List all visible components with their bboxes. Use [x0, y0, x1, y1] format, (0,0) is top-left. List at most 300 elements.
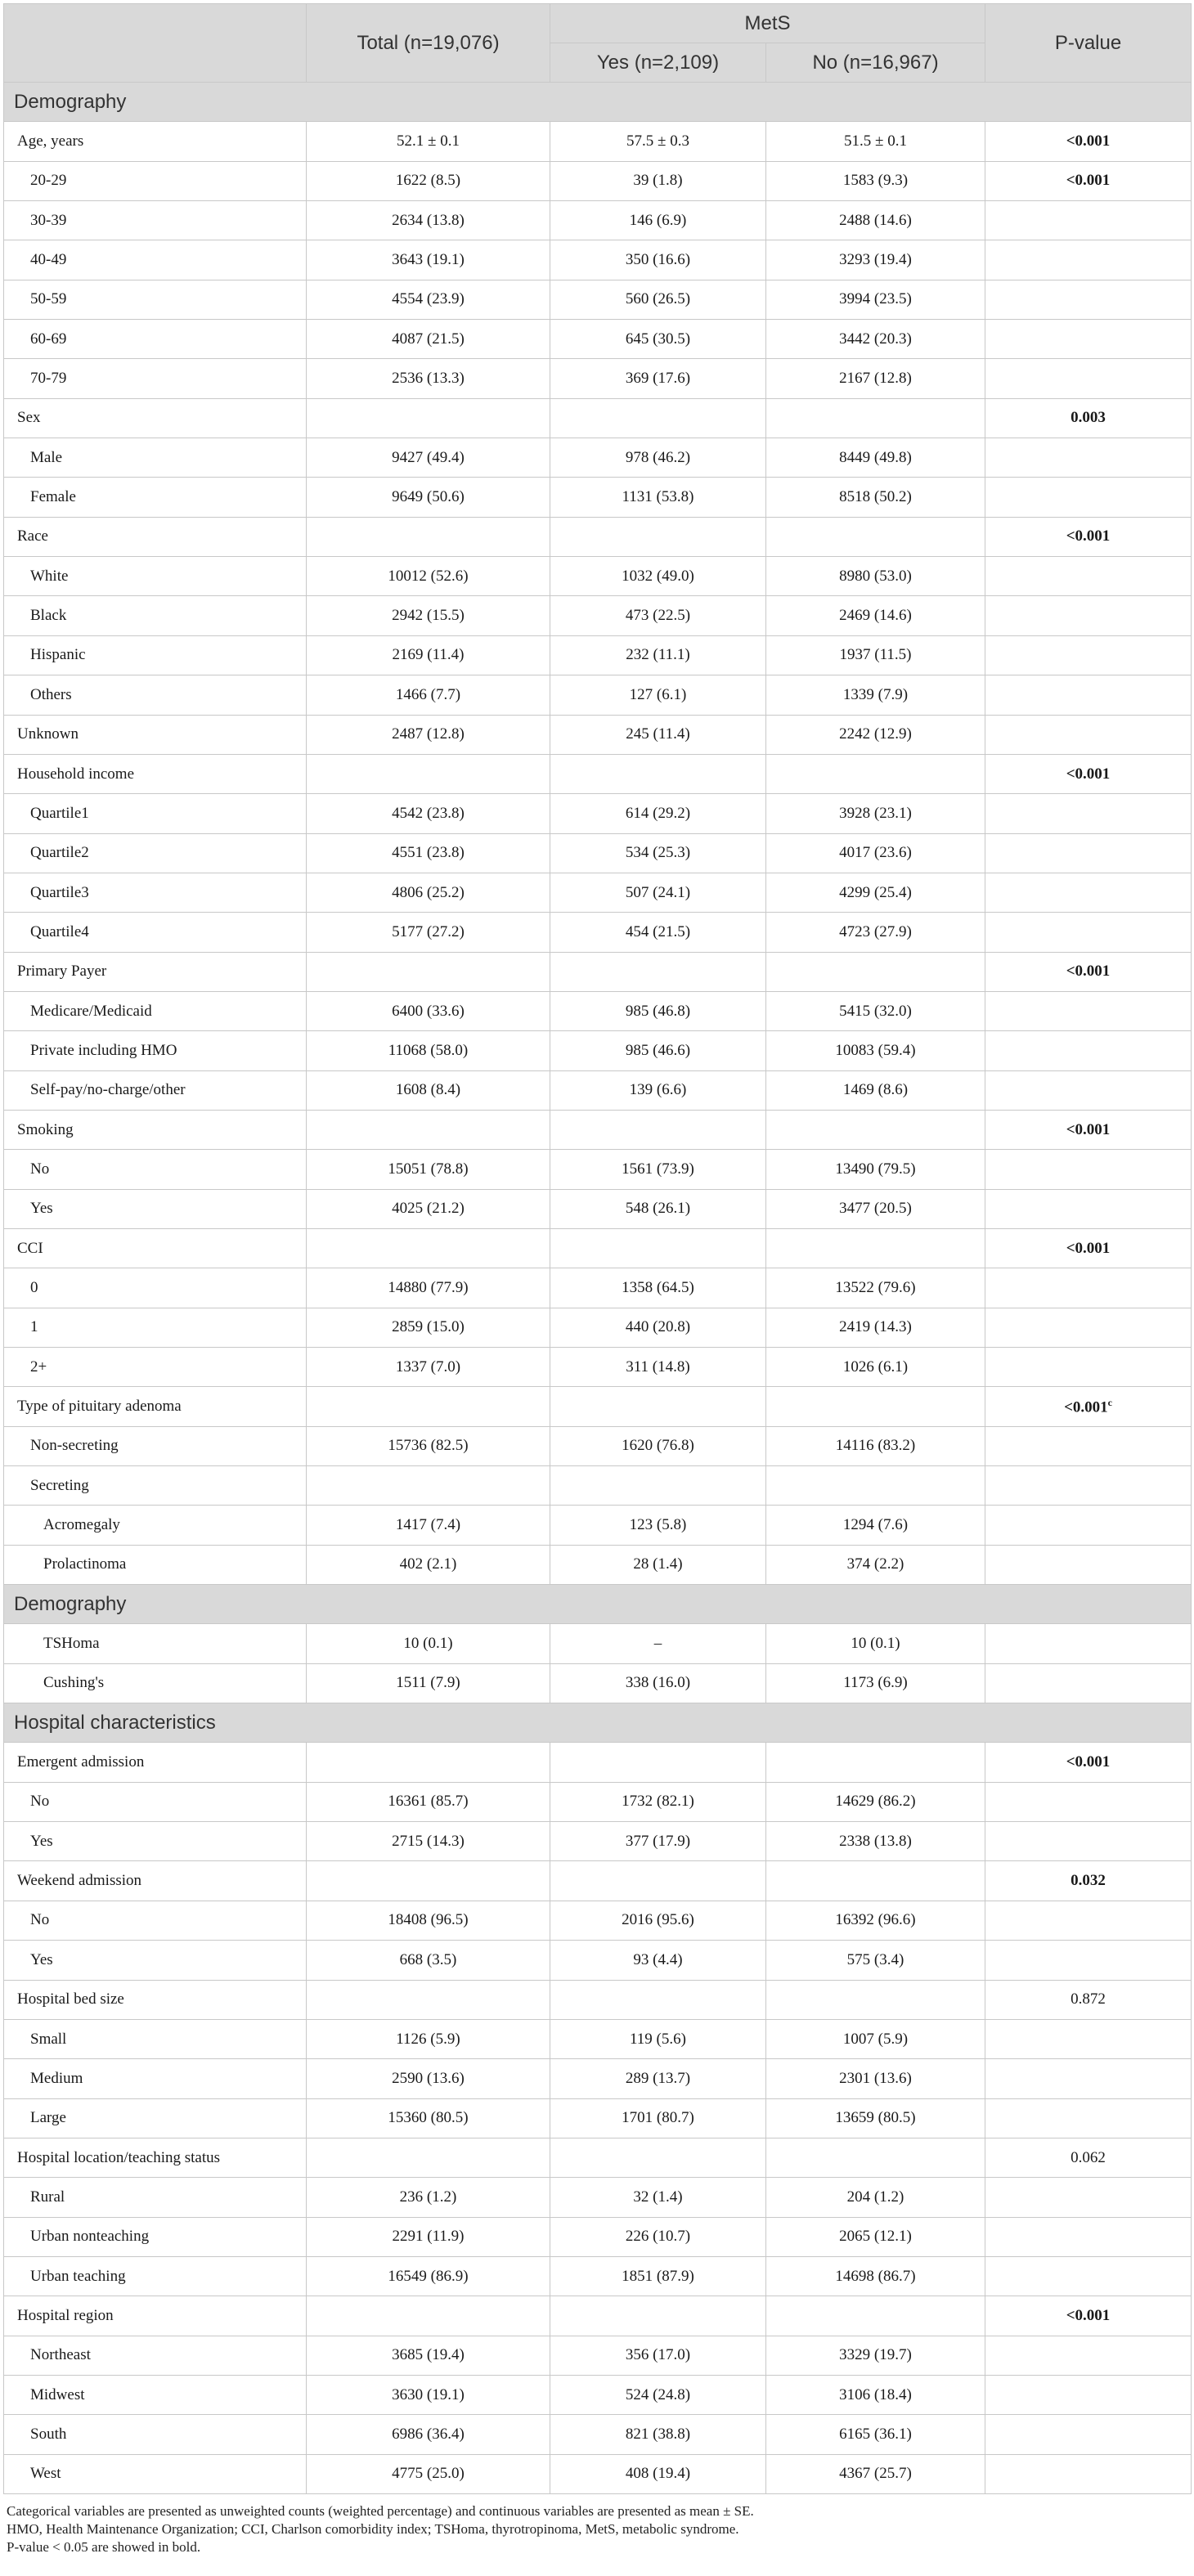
pvalue-cell [985, 280, 1192, 319]
table-row [4, 1189, 1192, 1228]
mets-yes-cell [550, 1387, 766, 1426]
total-cell: 6986 (36.4) [307, 2415, 550, 2454]
table-row [4, 1110, 1192, 1149]
mets-no-cell: 14116 (83.2) [766, 1426, 985, 1465]
total-cell: 6400 (33.6) [307, 991, 550, 1030]
row-label: Small [4, 2019, 307, 2058]
pvalue-text: <0.001 [1066, 963, 1111, 981]
mets-no-cell: 1026 (6.1) [766, 1348, 985, 1387]
pvalue-cell [985, 517, 1192, 556]
row-label: Others [4, 675, 307, 715]
pvalue-cell [985, 1743, 1192, 1782]
total-cell: 2536 (13.3) [307, 359, 550, 398]
mets-yes-cell: 821 (38.8) [550, 2415, 766, 2454]
row-label: Prolactinoma [4, 1545, 307, 1584]
total-cell: 4025 (21.2) [307, 1189, 550, 1228]
mets-no-cell [766, 1110, 985, 1149]
table-row [4, 794, 1192, 833]
mets-no-cell: 4367 (25.7) [766, 2454, 985, 2493]
pvalue-cell [985, 675, 1192, 715]
table-row [4, 715, 1192, 754]
table-row [4, 833, 1192, 873]
footnote-pvalue: P-value < 0.05 are showed in bold. [7, 2538, 201, 2555]
pvalue-cell [985, 478, 1192, 517]
table-row [4, 2098, 1192, 2138]
mets-no-cell [766, 1228, 985, 1268]
mets-no-cell: 3477 (20.5) [766, 1189, 985, 1228]
mets-no-cell: 3329 (19.7) [766, 2336, 985, 2375]
total-cell: 10 (0.1) [307, 1624, 550, 1663]
total-cell: 2169 (11.4) [307, 635, 550, 675]
footnote-abbreviations: HMO, Health Maintenance Organization; CCI, Charlson comorbidity index; TSHoma, thyrotropinoma, MetS, metabolic syndrome. [7, 2520, 739, 2537]
total-cell: 11068 (58.0) [307, 1031, 550, 1070]
mets-yes-cell: 369 (17.6) [550, 359, 766, 398]
pvalue-text: <0.001 [1066, 2306, 1111, 2324]
total-cell: 2590 (13.6) [307, 2059, 550, 2098]
pvalue-cell [985, 1466, 1192, 1506]
pvalue-cell [985, 1110, 1192, 1149]
total-cell: 1126 (5.9) [307, 2019, 550, 2058]
table-row [4, 517, 1192, 556]
pvalue-cell [985, 398, 1192, 438]
table-row [4, 1308, 1192, 1347]
pvalue-text: 0.872 [1071, 1990, 1106, 2008]
row-label: Midwest [4, 2375, 307, 2414]
pvalue-cell [985, 2454, 1192, 2493]
table-row [4, 1663, 1192, 1703]
table-row [4, 1150, 1192, 1189]
total-cell [307, 754, 550, 793]
table-row [4, 1466, 1192, 1506]
pvalue-cell [985, 952, 1192, 991]
mets-no-cell: 3442 (20.3) [766, 320, 985, 359]
total-cell [307, 1110, 550, 1149]
mets-no-cell: 3928 (23.1) [766, 794, 985, 833]
table-row [4, 359, 1192, 398]
mets-yes-cell: 985 (46.6) [550, 1031, 766, 1070]
row-label: Quartile2 [4, 833, 307, 873]
row-label: Yes [4, 1941, 307, 1980]
table-row [4, 1941, 1192, 1980]
mets-yes-cell: 2016 (95.6) [550, 1901, 766, 1940]
row-label: 20-29 [4, 161, 307, 200]
pvalue-cell [985, 557, 1192, 596]
mets-yes-cell: 119 (5.6) [550, 2019, 766, 2058]
total-cell: 1608 (8.4) [307, 1070, 550, 1110]
total-cell: 2487 (12.8) [307, 715, 550, 754]
mets-yes-cell [550, 398, 766, 438]
mets-yes-cell [550, 1743, 766, 1782]
pvalue-cell [985, 240, 1192, 280]
total-cell: 2715 (14.3) [307, 1822, 550, 1861]
mets-no-cell [766, 398, 985, 438]
table-row [4, 2375, 1192, 2414]
mets-no-cell: 2242 (12.9) [766, 715, 985, 754]
pvalue-cell [985, 1506, 1192, 1545]
pvalue-text: <0.001 [1066, 1753, 1111, 1771]
row-label: Quartile1 [4, 794, 307, 833]
mets-no-cell [766, 1466, 985, 1506]
table-row [4, 2178, 1192, 2217]
mets-yes-cell: 93 (4.4) [550, 1941, 766, 1980]
table-row [4, 1070, 1192, 1110]
row-label: Type of pituitary adenoma [4, 1387, 307, 1426]
row-label: Weekend admission [4, 1861, 307, 1901]
pvalue-cell [985, 2336, 1192, 2375]
pvalue-cell [985, 1228, 1192, 1268]
total-cell: 4087 (21.5) [307, 320, 550, 359]
mets-no-cell: 4017 (23.6) [766, 833, 985, 873]
mets-no-cell: 10083 (59.4) [766, 1031, 985, 1070]
header-mets-no: No (n=16,967) [766, 43, 985, 83]
total-cell: 15360 (80.5) [307, 2098, 550, 2138]
section-label: Hospital characteristics [4, 1703, 1192, 1743]
total-cell: 14880 (77.9) [307, 1268, 550, 1308]
row-label: Quartile3 [4, 873, 307, 912]
mets-yes-cell: 408 (19.4) [550, 2454, 766, 2493]
pvalue-cell [985, 873, 1192, 912]
total-cell: 18408 (96.5) [307, 1901, 550, 1940]
row-label: Large [4, 2098, 307, 2138]
total-cell: 4806 (25.2) [307, 873, 550, 912]
pvalue-cell [985, 2375, 1192, 2414]
table-row [4, 2059, 1192, 2098]
mets-no-cell: 1294 (7.6) [766, 1506, 985, 1545]
header-mets: MetS [550, 4, 985, 43]
total-cell: 15736 (82.5) [307, 1426, 550, 1465]
pvalue-cell [985, 161, 1192, 200]
total-cell [307, 1387, 550, 1426]
mets-no-cell [766, 1861, 985, 1901]
row-label: Primary Payer [4, 952, 307, 991]
total-cell [307, 952, 550, 991]
pvalue-text: 0.032 [1071, 1872, 1106, 1890]
total-cell: 2291 (11.9) [307, 2217, 550, 2256]
pvalue-cell [985, 596, 1192, 635]
total-cell [307, 1980, 550, 2019]
row-label: No [4, 1901, 307, 1940]
table-row [4, 1268, 1192, 1308]
pvalue-text: 0.003 [1071, 409, 1106, 427]
section-header-row [4, 1585, 1192, 1624]
pvalue-cell [985, 2256, 1192, 2296]
row-label: 0 [4, 1268, 307, 1308]
row-label: Male [4, 438, 307, 478]
mets-yes-cell: 1732 (82.1) [550, 1782, 766, 1821]
mets-no-cell [766, 754, 985, 793]
mets-no-cell: 2338 (13.8) [766, 1822, 985, 1861]
mets-yes-cell: – [550, 1624, 766, 1663]
baseline-characteristics-table [3, 3, 1192, 2494]
total-cell: 4551 (23.8) [307, 833, 550, 873]
pvalue-cell [985, 1901, 1192, 1940]
mets-yes-cell [550, 2296, 766, 2336]
total-cell: 1337 (7.0) [307, 1348, 550, 1387]
mets-no-cell: 8449 (49.8) [766, 438, 985, 478]
row-label: Quartile4 [4, 913, 307, 952]
table-row [4, 2138, 1192, 2177]
row-label: Urban teaching [4, 2256, 307, 2296]
table-row [4, 1348, 1192, 1387]
table-row [4, 1980, 1192, 2019]
pvalue-cell [985, 635, 1192, 675]
table-row [4, 1782, 1192, 1821]
mets-yes-cell [550, 1466, 766, 1506]
mets-no-cell: 51.5 ± 0.1 [766, 122, 985, 161]
mets-no-cell [766, 1387, 985, 1426]
row-label: Race [4, 517, 307, 556]
mets-yes-cell: 127 (6.1) [550, 675, 766, 715]
pvalue-cell [985, 1268, 1192, 1308]
row-label: Emergent admission [4, 1743, 307, 1782]
row-label: Secreting [4, 1466, 307, 1506]
table-row [4, 635, 1192, 675]
table-row [4, 1861, 1192, 1901]
mets-yes-cell: 356 (17.0) [550, 2336, 766, 2375]
row-label: Household income [4, 754, 307, 793]
row-label: 40-49 [4, 240, 307, 280]
row-label: Female [4, 478, 307, 517]
table-row [4, 280, 1192, 319]
pvalue-cell [985, 1861, 1192, 1901]
row-label: Black [4, 596, 307, 635]
header-pvalue: P-value [985, 4, 1192, 83]
pvalue-text: <0.001 [1066, 527, 1111, 545]
section-label: Demography [4, 83, 1192, 122]
mets-no-cell: 1583 (9.3) [766, 161, 985, 200]
pvalue-footnote-marker: c [1107, 1396, 1112, 1408]
table-row [4, 1901, 1192, 1940]
mets-yes-cell: 1131 (53.8) [550, 478, 766, 517]
mets-yes-cell: 289 (13.7) [550, 2059, 766, 2098]
table-row [4, 1822, 1192, 1861]
pvalue-cell [985, 1663, 1192, 1703]
row-label: 1 [4, 1308, 307, 1347]
mets-yes-cell: 524 (24.8) [550, 2375, 766, 2414]
pvalue-cell [985, 1822, 1192, 1861]
mets-no-cell: 3293 (19.4) [766, 240, 985, 280]
mets-no-cell: 3994 (23.5) [766, 280, 985, 319]
total-cell: 4775 (25.0) [307, 2454, 550, 2493]
mets-no-cell: 1007 (5.9) [766, 2019, 985, 2058]
total-cell [307, 398, 550, 438]
row-label: Yes [4, 1189, 307, 1228]
mets-no-cell [766, 2138, 985, 2177]
total-cell: 2634 (13.8) [307, 201, 550, 240]
mets-yes-cell [550, 1861, 766, 1901]
header-total: Total (n=19,076) [307, 4, 550, 83]
mets-yes-cell: 338 (16.0) [550, 1663, 766, 1703]
table-row [4, 1506, 1192, 1545]
mets-yes-cell [550, 1110, 766, 1149]
mets-yes-cell [550, 517, 766, 556]
mets-yes-cell: 226 (10.7) [550, 2217, 766, 2256]
table-row [4, 952, 1192, 991]
mets-yes-cell: 245 (11.4) [550, 715, 766, 754]
total-cell: 2859 (15.0) [307, 1308, 550, 1347]
row-label: West [4, 2454, 307, 2493]
mets-no-cell: 374 (2.2) [766, 1545, 985, 1584]
mets-no-cell: 575 (3.4) [766, 1941, 985, 1980]
total-cell: 3685 (19.4) [307, 2336, 550, 2375]
pvalue-cell [985, 1308, 1192, 1347]
table-row [4, 2454, 1192, 2493]
mets-no-cell: 2469 (14.6) [766, 596, 985, 635]
section-header-row [4, 1703, 1192, 1743]
table-row [4, 873, 1192, 912]
row-label: 60-69 [4, 320, 307, 359]
pvalue-cell [985, 1150, 1192, 1189]
mets-yes-cell: 146 (6.9) [550, 201, 766, 240]
pvalue-cell [985, 122, 1192, 161]
row-label: Hospital region [4, 2296, 307, 2336]
row-label: Medicare/Medicaid [4, 991, 307, 1030]
total-cell: 52.1 ± 0.1 [307, 122, 550, 161]
pvalue-cell [985, 359, 1192, 398]
pvalue-text: <0.001 [1066, 1120, 1111, 1138]
row-label: 50-59 [4, 280, 307, 319]
mets-yes-cell: 311 (14.8) [550, 1348, 766, 1387]
total-cell [307, 517, 550, 556]
table-row [4, 2217, 1192, 2256]
row-label: 2+ [4, 1348, 307, 1387]
table-row [4, 675, 1192, 715]
pvalue-cell [985, 1426, 1192, 1465]
pvalue-cell [985, 1348, 1192, 1387]
row-label: Cushing's [4, 1663, 307, 1703]
mets-yes-cell: 1851 (87.9) [550, 2256, 766, 2296]
mets-yes-cell [550, 1980, 766, 2019]
pvalue-cell [985, 715, 1192, 754]
total-cell: 5177 (27.2) [307, 913, 550, 952]
mets-yes-cell: 454 (21.5) [550, 913, 766, 952]
mets-no-cell [766, 1743, 985, 1782]
table-row [4, 398, 1192, 438]
row-label: White [4, 557, 307, 596]
pvalue-cell [985, 2098, 1192, 2138]
mets-yes-cell [550, 2138, 766, 2177]
total-cell: 1466 (7.7) [307, 675, 550, 715]
table-row [4, 2019, 1192, 2058]
mets-yes-cell: 350 (16.6) [550, 240, 766, 280]
pvalue-cell [985, 1782, 1192, 1821]
pvalue-cell [985, 1545, 1192, 1584]
table-row [4, 201, 1192, 240]
mets-no-cell: 8980 (53.0) [766, 557, 985, 596]
table-row [4, 1426, 1192, 1465]
table-row [4, 1743, 1192, 1782]
mets-yes-cell: 377 (17.9) [550, 1822, 766, 1861]
table-row [4, 1387, 1192, 1426]
table-row [4, 478, 1192, 517]
total-cell [307, 1228, 550, 1268]
pvalue-text: <0.001 [1066, 765, 1111, 783]
table-row [4, 913, 1192, 952]
pvalue-cell [985, 2138, 1192, 2177]
mets-no-cell: 1469 (8.6) [766, 1070, 985, 1110]
row-label: 70-79 [4, 359, 307, 398]
mets-yes-cell: 560 (26.5) [550, 280, 766, 319]
total-cell: 4542 (23.8) [307, 794, 550, 833]
table-row [4, 1545, 1192, 1584]
pvalue-text: <0.001 [1066, 132, 1111, 150]
mets-no-cell: 4299 (25.4) [766, 873, 985, 912]
mets-yes-cell: 1620 (76.8) [550, 1426, 766, 1465]
mets-no-cell: 13490 (79.5) [766, 1150, 985, 1189]
total-cell: 1511 (7.9) [307, 1663, 550, 1703]
row-label: No [4, 1150, 307, 1189]
mets-yes-cell: 645 (30.5) [550, 320, 766, 359]
total-cell [307, 2296, 550, 2336]
pvalue-text: <0.001 [1064, 1398, 1108, 1416]
header-mets-yes: Yes (n=2,109) [550, 43, 766, 83]
table-row [4, 1031, 1192, 1070]
table-row [4, 557, 1192, 596]
total-cell [307, 1466, 550, 1506]
row-label: Age, years [4, 122, 307, 161]
total-cell [307, 1743, 550, 1782]
mets-yes-cell: 1358 (64.5) [550, 1268, 766, 1308]
table-footnotes [7, 2502, 1194, 2556]
total-cell: 4554 (23.9) [307, 280, 550, 319]
row-label: TSHoma [4, 1624, 307, 1663]
total-cell: 1622 (8.5) [307, 161, 550, 200]
table-row [4, 438, 1192, 478]
table-row [4, 122, 1192, 161]
total-cell: 9427 (49.4) [307, 438, 550, 478]
mets-yes-cell: 473 (22.5) [550, 596, 766, 635]
total-cell: 3643 (19.1) [307, 240, 550, 280]
row-label: Unknown [4, 715, 307, 754]
row-label: Hospital bed size [4, 1980, 307, 2019]
mets-no-cell: 16392 (96.6) [766, 1901, 985, 1940]
pvalue-cell [985, 320, 1192, 359]
total-cell: 16549 (86.9) [307, 2256, 550, 2296]
mets-no-cell: 2065 (12.1) [766, 2217, 985, 2256]
total-cell: 1417 (7.4) [307, 1506, 550, 1545]
row-label: Self-pay/no-charge/other [4, 1070, 307, 1110]
table-row [4, 2336, 1192, 2375]
row-label: Rural [4, 2178, 307, 2217]
pvalue-text: 0.062 [1071, 2148, 1106, 2166]
table-row [4, 2415, 1192, 2454]
mets-yes-cell [550, 952, 766, 991]
total-cell: 16361 (85.7) [307, 1782, 550, 1821]
mets-yes-cell [550, 1228, 766, 1268]
mets-yes-cell: 39 (1.8) [550, 161, 766, 200]
pvalue-cell [985, 2178, 1192, 2217]
row-label: CCI [4, 1228, 307, 1268]
mets-no-cell: 6165 (36.1) [766, 2415, 985, 2454]
mets-no-cell: 10 (0.1) [766, 1624, 985, 1663]
mets-no-cell: 14698 (86.7) [766, 2256, 985, 2296]
total-cell: 9649 (50.6) [307, 478, 550, 517]
row-label: Sex [4, 398, 307, 438]
pvalue-text: <0.001 [1066, 172, 1111, 190]
mets-no-cell: 2167 (12.8) [766, 359, 985, 398]
pvalue-cell [985, 1387, 1192, 1426]
row-label: Medium [4, 2059, 307, 2098]
row-label: Private including HMO [4, 1031, 307, 1070]
row-label: 30-39 [4, 201, 307, 240]
total-cell: 3630 (19.1) [307, 2375, 550, 2414]
mets-no-cell [766, 1980, 985, 2019]
total-cell: 10012 (52.6) [307, 557, 550, 596]
mets-no-cell: 2419 (14.3) [766, 1308, 985, 1347]
footnote-abbreviations-note: Categorical variables are presented as unweighted counts (weighted percentage) and continuous variables are presented as mean ± SE. [7, 2502, 754, 2519]
mets-yes-cell: 614 (29.2) [550, 794, 766, 833]
table-body [4, 83, 1192, 2494]
